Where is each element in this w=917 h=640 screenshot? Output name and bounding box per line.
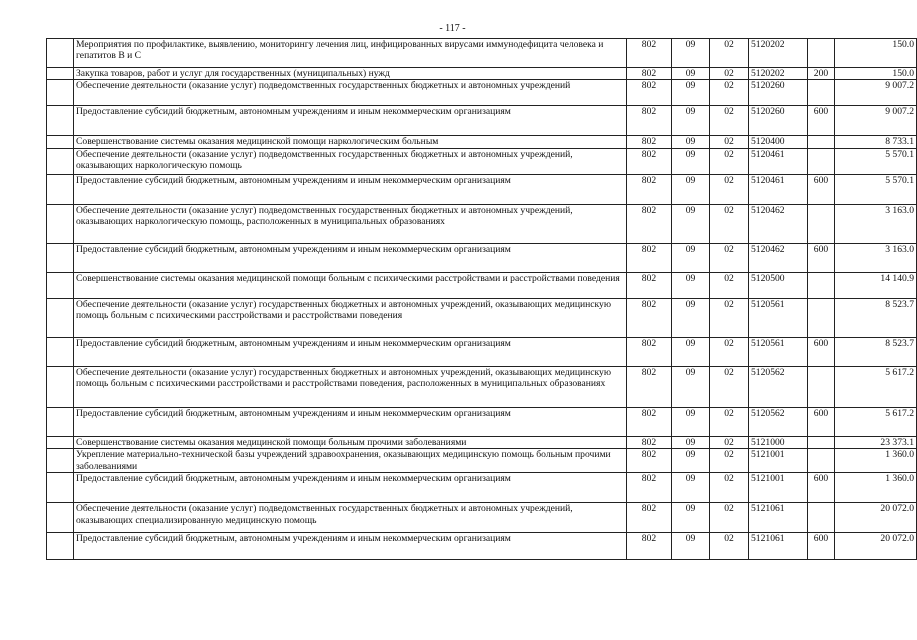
row-target-article: 5121061 bbox=[749, 533, 808, 560]
row-section-code: 09 bbox=[672, 174, 710, 204]
table-row bbox=[47, 148, 917, 174]
row-subsection-code: 02 bbox=[710, 136, 749, 148]
row-section-code: 09 bbox=[672, 136, 710, 148]
row-ved-code: 802 bbox=[627, 473, 672, 503]
row-target-article: 5120561 bbox=[749, 337, 808, 366]
row-section-code: 09 bbox=[672, 68, 710, 80]
row-target-article: 5120500 bbox=[749, 272, 808, 298]
row-name: Совершенствование системы оказания медицинской помощи больным прочими заболеваниями bbox=[74, 436, 627, 448]
row-expense-type bbox=[808, 80, 835, 106]
row-left-margin-cell bbox=[47, 148, 74, 174]
row-left-margin-cell bbox=[47, 136, 74, 148]
row-sum: 20 072.0 bbox=[835, 503, 917, 533]
table-row bbox=[47, 298, 917, 337]
row-subsection-code: 02 bbox=[710, 204, 749, 243]
row-sum: 5 570.1 bbox=[835, 148, 917, 174]
row-expense-type bbox=[808, 436, 835, 448]
row-left-margin-cell bbox=[47, 366, 74, 407]
row-subsection-code: 02 bbox=[710, 449, 749, 473]
row-name: Предоставление субсидий бюджетным, автономным учреждениям и иным некоммерческим организациям bbox=[74, 407, 627, 436]
row-sum: 150.0 bbox=[835, 39, 917, 68]
row-name: Предоставление субсидий бюджетным, автономным учреждениям и иным некоммерческим организациям bbox=[74, 473, 627, 503]
row-section-code: 09 bbox=[672, 473, 710, 503]
row-section-code: 09 bbox=[672, 407, 710, 436]
page-number: - 117 - bbox=[439, 23, 466, 34]
row-sum: 8 523.7 bbox=[835, 298, 917, 337]
row-sum: 23 373.1 bbox=[835, 436, 917, 448]
row-ved-code: 802 bbox=[627, 243, 672, 272]
row-target-article: 5120260 bbox=[749, 80, 808, 106]
row-section-code: 09 bbox=[672, 533, 710, 560]
row-name: Предоставление субсидий бюджетным, автономным учреждениям и иным некоммерческим организациям bbox=[74, 243, 627, 272]
row-expense-type bbox=[808, 503, 835, 533]
row-target-article: 5120202 bbox=[749, 68, 808, 80]
row-left-margin-cell bbox=[47, 39, 74, 68]
row-name: Совершенствование системы оказания медицинской помощи больным с психическими расстройствами и расстройствами поведения bbox=[74, 272, 627, 298]
row-left-margin-cell bbox=[47, 298, 74, 337]
row-subsection-code: 02 bbox=[710, 503, 749, 533]
row-sum: 3 163.0 bbox=[835, 243, 917, 272]
row-left-margin-cell bbox=[47, 533, 74, 560]
row-sum: 1 360.0 bbox=[835, 449, 917, 473]
row-subsection-code: 02 bbox=[710, 407, 749, 436]
row-expense-type bbox=[808, 204, 835, 243]
row-expense-type: 600 bbox=[808, 106, 835, 136]
row-subsection-code: 02 bbox=[710, 106, 749, 136]
row-name: Предоставление субсидий бюджетным, автономным учреждениям и иным некоммерческим организациям bbox=[74, 337, 627, 366]
table-row bbox=[47, 436, 917, 448]
budget-table-body bbox=[47, 39, 917, 560]
row-section-code: 09 bbox=[672, 80, 710, 106]
row-subsection-code: 02 bbox=[710, 68, 749, 80]
row-section-code: 09 bbox=[672, 503, 710, 533]
row-left-margin-cell bbox=[47, 337, 74, 366]
row-sum: 9 007.2 bbox=[835, 106, 917, 136]
row-section-code: 09 bbox=[672, 204, 710, 243]
table-row bbox=[47, 449, 917, 473]
row-sum: 5 617.2 bbox=[835, 366, 917, 407]
row-expense-type: 600 bbox=[808, 407, 835, 436]
row-sum: 14 140.9 bbox=[835, 272, 917, 298]
budget-table bbox=[46, 38, 917, 560]
row-name: Совершенствование системы оказания медицинской помощи наркологическим больным bbox=[74, 136, 627, 148]
table-row bbox=[47, 136, 917, 148]
row-expense-type bbox=[808, 39, 835, 68]
row-expense-type bbox=[808, 366, 835, 407]
row-subsection-code: 02 bbox=[710, 533, 749, 560]
row-target-article: 5121000 bbox=[749, 436, 808, 448]
row-subsection-code: 02 bbox=[710, 243, 749, 272]
row-name: Обеспечение деятельности (оказание услуг) подведомственных государственных бюджетных и автономных учреждений, оказывающих наркологическую помощь, расположенных в муниципальных образованиях bbox=[74, 204, 627, 243]
row-subsection-code: 02 bbox=[710, 272, 749, 298]
row-expense-type: 600 bbox=[808, 473, 835, 503]
row-ved-code: 802 bbox=[627, 136, 672, 148]
row-name: Предоставление субсидий бюджетным, автономным учреждениям и иным некоммерческим организациям bbox=[74, 106, 627, 136]
row-left-margin-cell bbox=[47, 407, 74, 436]
row-target-article: 5121001 bbox=[749, 449, 808, 473]
table-row bbox=[47, 407, 917, 436]
row-ved-code: 802 bbox=[627, 272, 672, 298]
row-subsection-code: 02 bbox=[710, 148, 749, 174]
row-section-code: 09 bbox=[672, 148, 710, 174]
table-row bbox=[47, 337, 917, 366]
row-name: Мероприятия по профилактике, выявлению, мониторингу лечения лиц, инфицированных вирусами иммунодефицита человека и гепатитов В и С bbox=[74, 39, 627, 68]
row-left-margin-cell bbox=[47, 243, 74, 272]
row-section-code: 09 bbox=[672, 106, 710, 136]
row-name: Предоставление субсидий бюджетным, автономным учреждениям и иным некоммерческим организациям bbox=[74, 174, 627, 204]
row-sum: 8 733.1 bbox=[835, 136, 917, 148]
row-target-article: 5120400 bbox=[749, 136, 808, 148]
row-ved-code: 802 bbox=[627, 80, 672, 106]
row-sum: 1 360.0 bbox=[835, 473, 917, 503]
row-target-article: 5120561 bbox=[749, 298, 808, 337]
row-subsection-code: 02 bbox=[710, 436, 749, 448]
table-row bbox=[47, 272, 917, 298]
row-sum: 20 072.0 bbox=[835, 533, 917, 560]
row-expense-type: 600 bbox=[808, 533, 835, 560]
row-sum: 5 570.1 bbox=[835, 174, 917, 204]
row-name: Закупка товаров, работ и услуг для государственных (муниципальных) нужд bbox=[74, 68, 627, 80]
row-section-code: 09 bbox=[672, 272, 710, 298]
row-section-code: 09 bbox=[672, 366, 710, 407]
row-target-article: 5120461 bbox=[749, 174, 808, 204]
row-section-code: 09 bbox=[672, 243, 710, 272]
table-row bbox=[47, 243, 917, 272]
row-ved-code: 802 bbox=[627, 436, 672, 448]
row-expense-type: 600 bbox=[808, 243, 835, 272]
row-subsection-code: 02 bbox=[710, 337, 749, 366]
row-ved-code: 802 bbox=[627, 449, 672, 473]
row-section-code: 09 bbox=[672, 449, 710, 473]
row-expense-type: 200 bbox=[808, 68, 835, 80]
table-row bbox=[47, 68, 917, 80]
row-ved-code: 802 bbox=[627, 106, 672, 136]
row-name: Обеспечение деятельности (оказание услуг) государственных бюджетных и автономных учреждений, оказывающих медицинскую помощь больным с психическими расстройствами и расстройствами поведения bbox=[74, 298, 627, 337]
row-sum: 5 617.2 bbox=[835, 407, 917, 436]
row-subsection-code: 02 bbox=[710, 174, 749, 204]
row-target-article: 5120562 bbox=[749, 407, 808, 436]
row-ved-code: 802 bbox=[627, 148, 672, 174]
row-left-margin-cell bbox=[47, 503, 74, 533]
row-expense-type bbox=[808, 272, 835, 298]
row-target-article: 5120461 bbox=[749, 148, 808, 174]
row-left-margin-cell bbox=[47, 174, 74, 204]
row-section-code: 09 bbox=[672, 39, 710, 68]
row-expense-type bbox=[808, 136, 835, 148]
table-row bbox=[47, 204, 917, 243]
row-left-margin-cell bbox=[47, 68, 74, 80]
row-target-article: 5120562 bbox=[749, 366, 808, 407]
table-row bbox=[47, 39, 917, 68]
row-subsection-code: 02 bbox=[710, 366, 749, 407]
row-sum: 150.0 bbox=[835, 68, 917, 80]
row-ved-code: 802 bbox=[627, 407, 672, 436]
row-sum: 9 007.2 bbox=[835, 80, 917, 106]
row-section-code: 09 bbox=[672, 436, 710, 448]
table-row bbox=[47, 473, 917, 503]
table-row bbox=[47, 80, 917, 106]
row-target-article: 5120462 bbox=[749, 204, 808, 243]
row-left-margin-cell bbox=[47, 80, 74, 106]
row-expense-type bbox=[808, 148, 835, 174]
row-left-margin-cell bbox=[47, 272, 74, 298]
row-left-margin-cell bbox=[47, 106, 74, 136]
row-sum: 8 523.7 bbox=[835, 337, 917, 366]
row-name: Обеспечение деятельности (оказание услуг) подведомственных государственных бюджетных и автономных учреждений, оказывающих наркологическую помощь bbox=[74, 148, 627, 174]
row-subsection-code: 02 bbox=[710, 39, 749, 68]
table-row bbox=[47, 533, 917, 560]
row-name: Обеспечение деятельности (оказание услуг) подведомственных государственных бюджетных и автономных учреждений, оказывающих специализированную медицинскую помощь bbox=[74, 503, 627, 533]
row-section-code: 09 bbox=[672, 298, 710, 337]
row-left-margin-cell bbox=[47, 204, 74, 243]
row-ved-code: 802 bbox=[627, 204, 672, 243]
row-target-article: 5120462 bbox=[749, 243, 808, 272]
row-name: Обеспечение деятельности (оказание услуг) государственных бюджетных и автономных учреждений, оказывающих медицинскую помощь больным с психическими расстройствами и расстройствами поведения, расположенных в муниципальных образованиях bbox=[74, 366, 627, 407]
row-section-code: 09 bbox=[672, 337, 710, 366]
row-ved-code: 802 bbox=[627, 298, 672, 337]
row-target-article: 5120202 bbox=[749, 39, 808, 68]
row-target-article: 5120260 bbox=[749, 106, 808, 136]
table-row bbox=[47, 106, 917, 136]
row-left-margin-cell bbox=[47, 473, 74, 503]
table-row bbox=[47, 503, 917, 533]
row-subsection-code: 02 bbox=[710, 80, 749, 106]
row-expense-type: 600 bbox=[808, 337, 835, 366]
row-sum: 3 163.0 bbox=[835, 204, 917, 243]
row-ved-code: 802 bbox=[627, 337, 672, 366]
row-name: Укрепление материально-технической базы учреждений здравоохранения, оказывающих медицинскую помощь больным прочими заболеваниями bbox=[74, 449, 627, 473]
row-target-article: 5121061 bbox=[749, 503, 808, 533]
row-left-margin-cell bbox=[47, 449, 74, 473]
row-ved-code: 802 bbox=[627, 533, 672, 560]
row-ved-code: 802 bbox=[627, 68, 672, 80]
row-expense-type: 600 bbox=[808, 174, 835, 204]
row-subsection-code: 02 bbox=[710, 298, 749, 337]
row-left-margin-cell bbox=[47, 436, 74, 448]
row-name: Обеспечение деятельности (оказание услуг) подведомственных государственных бюджетных и автономных учреждений bbox=[74, 80, 627, 106]
row-expense-type bbox=[808, 449, 835, 473]
row-ved-code: 802 bbox=[627, 503, 672, 533]
row-name: Предоставление субсидий бюджетным, автономным учреждениям и иным некоммерческим организациям bbox=[74, 533, 627, 560]
table-row bbox=[47, 174, 917, 204]
row-ved-code: 802 bbox=[627, 366, 672, 407]
row-subsection-code: 02 bbox=[710, 473, 749, 503]
table-row bbox=[47, 366, 917, 407]
row-expense-type bbox=[808, 298, 835, 337]
row-ved-code: 802 bbox=[627, 39, 672, 68]
row-target-article: 5121001 bbox=[749, 473, 808, 503]
row-ved-code: 802 bbox=[627, 174, 672, 204]
